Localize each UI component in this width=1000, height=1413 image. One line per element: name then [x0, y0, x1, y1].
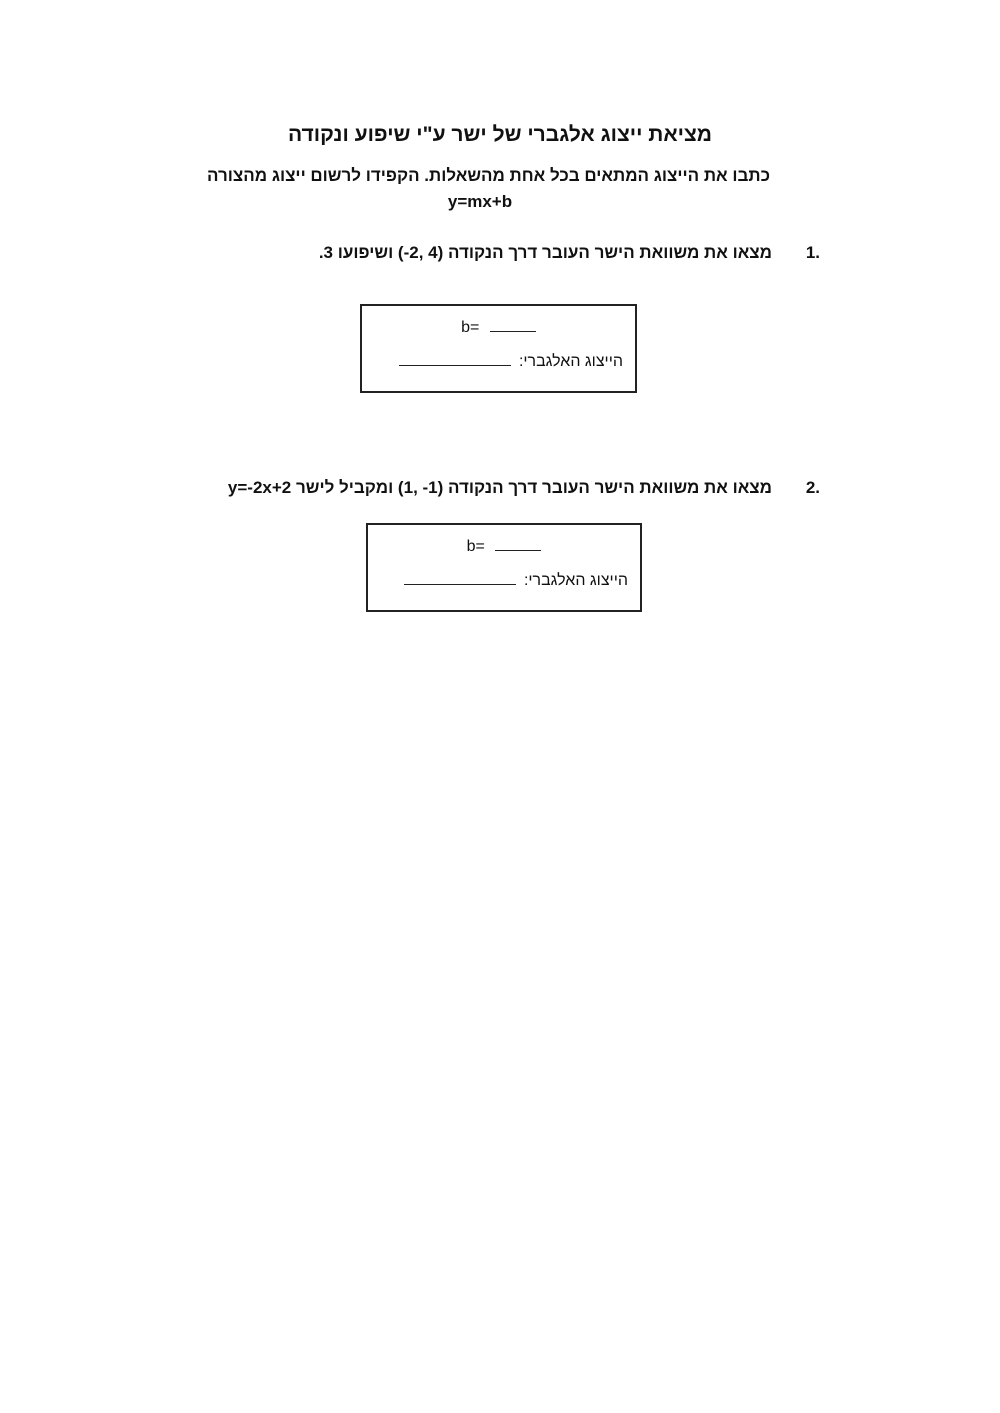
algebraic-label: הייצוג האלגברי: — [518, 353, 623, 370]
answer-box-2 — [366, 523, 642, 612]
formula-text: y=mx+b — [447, 192, 513, 211]
question-text: מצאו את משוואת הישר העובר דרך הנקודה (1- ,1) ומקביל לישר y=-2x+2 — [227, 478, 772, 497]
algebraic-blank[interactable] — [404, 569, 516, 585]
question-2 — [228, 475, 820, 501]
algebraic-representation-row — [399, 350, 623, 373]
question-1 — [319, 240, 820, 266]
b-label: b= — [461, 319, 480, 336]
b-value-blank[interactable] — [495, 535, 541, 551]
question-number: 2. — [805, 478, 820, 497]
b-value-row — [362, 316, 635, 339]
question-number: 1. — [805, 243, 820, 262]
b-value-row — [368, 535, 640, 558]
algebraic-blank[interactable] — [399, 350, 511, 366]
algebraic-label: הייצוג האלגברי: — [523, 572, 628, 589]
algebraic-representation-row — [404, 569, 628, 592]
b-value-blank[interactable] — [490, 316, 536, 332]
b-label: b= — [466, 538, 485, 555]
page-title: מציאת ייצוג אלגברי של ישר ע"י שיפוע ונקודה — [287, 123, 713, 146]
instructions-text: כתבו את הייצוג המתאים בכל אחת מהשאלות. הקפידו לרשום ייצוג מהצורה — [207, 166, 770, 185]
question-text: מצאו את משוואת הישר העובר דרך הנקודה (4 ,2-) ושיפועו 3. — [318, 243, 772, 262]
answer-box-1 — [360, 304, 637, 393]
